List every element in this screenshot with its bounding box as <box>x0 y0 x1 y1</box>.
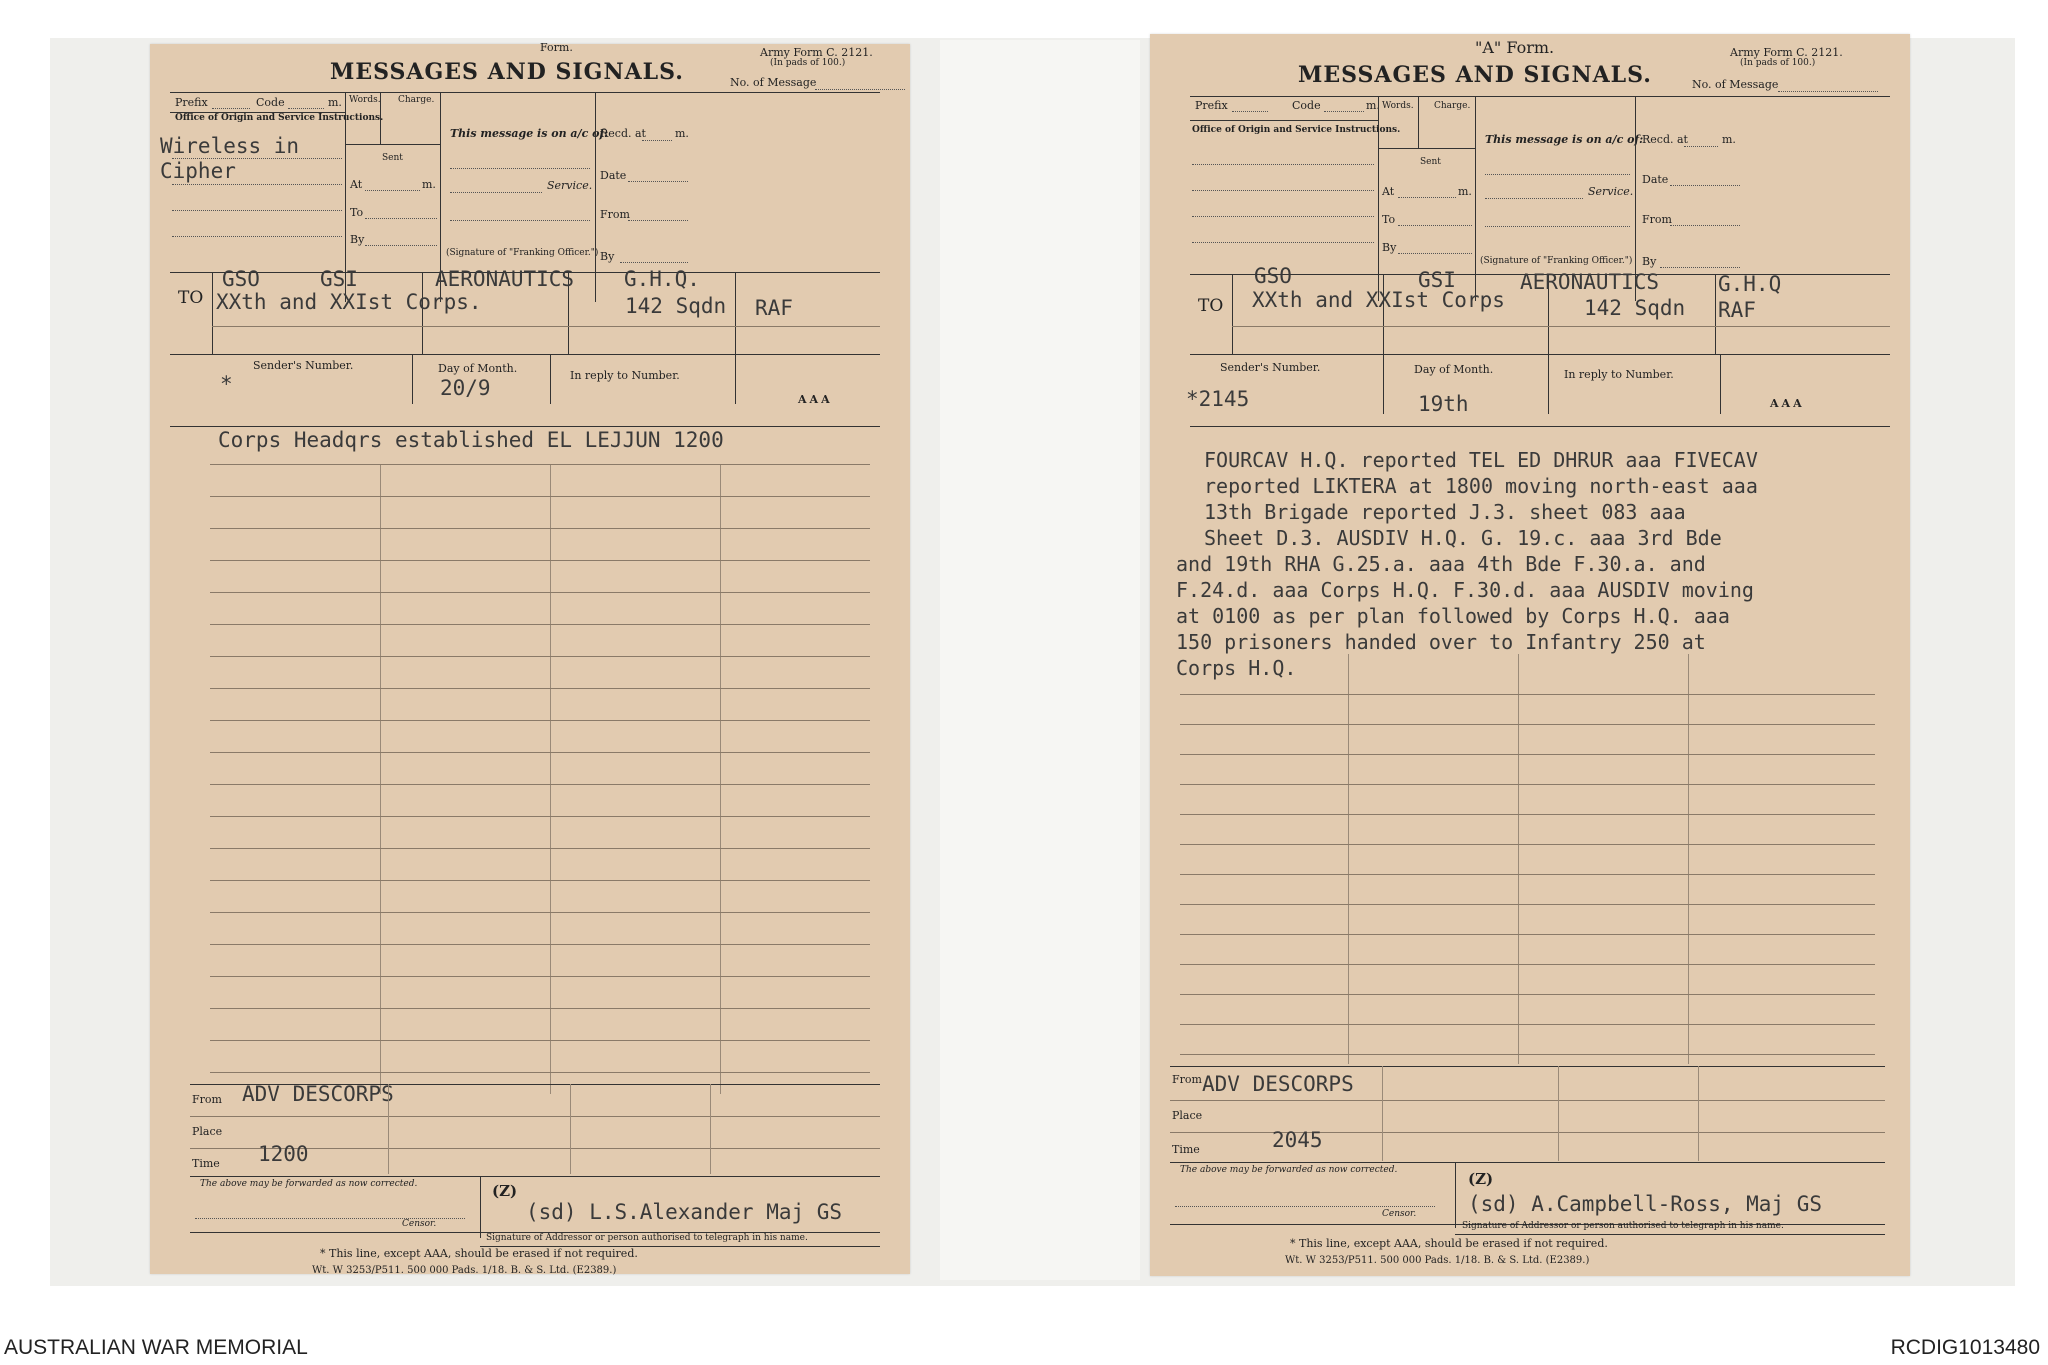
date-label: Date <box>600 169 627 182</box>
signature-caption: Signature of Addressor or person authorised to telegraph in his name. <box>486 1233 808 1243</box>
by-label-recd: By <box>600 250 615 263</box>
at-label: At <box>1382 185 1395 198</box>
censor-label: Censor. <box>1382 1209 1417 1219</box>
to-addressee-6: 142 Sqdn <box>1584 296 1686 320</box>
message-line-5: and 19th RHA G.25.a. aaa 4th Bde F.30.a. and <box>1176 552 1706 576</box>
day-of-month-label: Day of Month. <box>438 362 518 375</box>
sender-number-value: * <box>220 372 233 396</box>
at-m: m. <box>1458 185 1472 198</box>
folder-gutter <box>940 40 1140 1280</box>
message-line-3: 13th Brigade reported J.3. sheet 083 aaa <box>1204 500 1686 524</box>
message-line-1: Corps Headqrs established EL LEJJUN 1200 <box>218 428 724 452</box>
to-label: To <box>1382 213 1396 226</box>
office-origin-label: Office of Origin and Service Instructions. <box>175 113 384 123</box>
forwarded-note: The above may be forwarded as now corrected. <box>200 1179 418 1189</box>
prefix-label: Prefix <box>1195 99 1228 112</box>
service-label: Service. <box>547 179 593 192</box>
printer-line: Wt. W 3253/P511. 500 000 Pads. 1/18. B. & S. Ltd. (E2389.) <box>312 1265 617 1276</box>
message-line-6: F.24.d. aaa Corps H.Q. F.30.d. aaa AUSDIV moving <box>1176 578 1754 602</box>
z-mark: (Z) <box>1468 1170 1494 1188</box>
right-message-form <box>1150 34 1910 1276</box>
message-line-4: Sheet D.3. AUSDIV H.Q. G. 19.c. aaa 3rd Bde <box>1204 526 1722 550</box>
a-form-label: "A" Form. <box>1475 38 1555 57</box>
message-number-label: No. of Message <box>1692 78 1779 91</box>
recd-at-label: Recd. at <box>600 127 646 140</box>
signature-caption: Signature of Addressor or person authorised to telegraph in his name. <box>1462 1221 1784 1231</box>
senders-number-label: Sender's Number. <box>253 359 354 372</box>
office-line-1: Wireless in <box>160 134 300 158</box>
from-label: From <box>192 1093 222 1106</box>
aaa-label: AAA <box>1770 397 1805 410</box>
recd-m: m. <box>1722 133 1736 146</box>
from-value: ADV DESCORPS <box>242 1082 394 1106</box>
place-label: Place <box>1172 1109 1203 1122</box>
footnote: * This line, except AAA, should be erased if not required. <box>320 1247 638 1260</box>
from-label-top: From <box>600 208 630 221</box>
signature-value: (sd) A.Campbell-Ross, Maj GS <box>1468 1192 1823 1216</box>
office-origin-label: Office of Origin and Service Instructions. <box>1192 125 1401 135</box>
senders-number-label: Sender's Number. <box>1220 361 1321 374</box>
franking-label: (Signature of "Franking Officer.") <box>446 248 599 258</box>
message-line-1: FOURCAV H.Q. reported TEL ED DHRUR aaa FIVECAV <box>1204 448 1758 472</box>
place-label: Place <box>192 1125 223 1138</box>
forwarded-note: The above may be forwarded as now corrected. <box>1180 1165 1398 1175</box>
charge-label: Charge. <box>398 95 435 105</box>
time-label: Time <box>1172 1143 1200 1156</box>
message-line-9: Corps H.Q. <box>1176 656 1297 680</box>
to-addressee-1: GSO <box>1254 264 1292 288</box>
to-addressee-5: XXth and XXIst Corps. <box>216 290 482 314</box>
to-addressee-3: AERONAUTICS <box>1520 270 1660 294</box>
pads-note: (In pads of 100.) <box>770 58 846 68</box>
signature-value: (sd) L.S.Alexander Maj GS <box>526 1200 843 1224</box>
recd-m: m. <box>675 127 689 140</box>
prefix-label: Prefix <box>175 96 208 109</box>
words-label: Words. <box>1382 101 1414 111</box>
army-form-number: Army Form C. 2121. <box>760 46 873 59</box>
from-value: ADV DESCORPS <box>1202 1072 1354 1096</box>
charge-label: Charge. <box>1434 101 1471 111</box>
message-line-7: at 0100 as per plan followed by Corps H.Q. aaa <box>1176 604 1730 628</box>
footer-source: AUSTRALIAN WAR MEMORIAL <box>4 1336 308 1359</box>
aaa-label: AAA <box>798 393 833 406</box>
office-line-2: Cipher <box>160 159 236 183</box>
sent-label: Sent <box>382 153 403 163</box>
code-m: m. <box>328 96 342 109</box>
by-label: By <box>350 233 365 246</box>
to-address-label: TO <box>178 288 204 308</box>
franking-label: (Signature of "Franking Officer.") <box>1480 256 1633 266</box>
at-m: m. <box>422 178 436 191</box>
service-label: Service. <box>1588 185 1634 198</box>
footnote: * This line, except AAA, should be erased if not required. <box>1290 1237 1608 1250</box>
at-label: At <box>350 178 363 191</box>
day-value: 20/9 <box>440 376 491 400</box>
pads-note: (In pads of 100.) <box>1740 58 1816 68</box>
code-label: Code <box>1292 99 1321 112</box>
day-of-month-label: Day of Month. <box>1414 363 1494 376</box>
to-label: To <box>350 206 364 219</box>
z-mark: (Z) <box>492 1182 518 1200</box>
time-value: 1200 <box>258 1142 309 1166</box>
ac-of-label: This message is on a/c of: <box>1485 133 1644 146</box>
message-line-2: reported LIKTERA at 1800 moving north-east aaa <box>1204 474 1758 498</box>
printer-line: Wt. W 3253/P511. 500 000 Pads. 1/18. B. & S. Ltd. (E2389.) <box>1285 1255 1590 1266</box>
form-title: MESSAGES AND SIGNALS. <box>330 59 684 85</box>
by-label-recd: By <box>1642 255 1657 268</box>
by-label: By <box>1382 241 1397 254</box>
from-label-top: From <box>1642 213 1672 226</box>
sent-label: Sent <box>1420 157 1441 167</box>
to-addressee-2: GSI <box>1418 268 1456 292</box>
in-reply-label: In reply to Number. <box>1564 368 1674 381</box>
in-reply-label: In reply to Number. <box>570 369 680 382</box>
form-title: MESSAGES AND SIGNALS. <box>1298 62 1652 88</box>
to-addressee-2: GSI <box>320 267 358 291</box>
message-line-8: 150 prisoners handed over to Infantry 250 at <box>1176 630 1706 654</box>
to-addressee-4: G.H.Q <box>1718 272 1782 296</box>
form-label: Form. <box>540 41 573 54</box>
message-number-label: No. of Message <box>730 76 817 89</box>
code-label: Code <box>256 96 285 109</box>
to-addressee-7: RAF <box>1718 298 1756 322</box>
to-addressee-1: GSO <box>222 267 260 291</box>
footer-id: RCDIG1013480 <box>1890 1336 2040 1359</box>
time-value: 2045 <box>1272 1128 1323 1152</box>
recd-at-label: Recd. at <box>1642 133 1688 146</box>
from-label: From <box>1172 1073 1202 1086</box>
to-addressee-7: RAF <box>755 296 793 320</box>
to-addressee-3: AERONAUTICS <box>435 267 575 291</box>
date-label: Date <box>1642 173 1669 186</box>
day-value: 19th <box>1418 392 1469 416</box>
words-label: Words. <box>349 95 381 105</box>
to-addressee-4: G.H.Q. <box>624 267 700 291</box>
sender-number-value: *2145 <box>1186 387 1250 411</box>
to-addressee-6: 142 Sqdn <box>625 294 727 318</box>
left-message-form <box>150 41 910 1276</box>
code-m: m. <box>1366 99 1380 112</box>
to-address-label: TO <box>1198 296 1224 316</box>
censor-label: Censor. <box>402 1219 437 1229</box>
army-form-number: Army Form C. 2121. <box>1730 46 1843 59</box>
time-label: Time <box>192 1157 220 1170</box>
ac-of-label: This message is on a/c of: <box>450 127 609 140</box>
to-addressee-5: XXth and XXIst Corps <box>1252 288 1505 312</box>
